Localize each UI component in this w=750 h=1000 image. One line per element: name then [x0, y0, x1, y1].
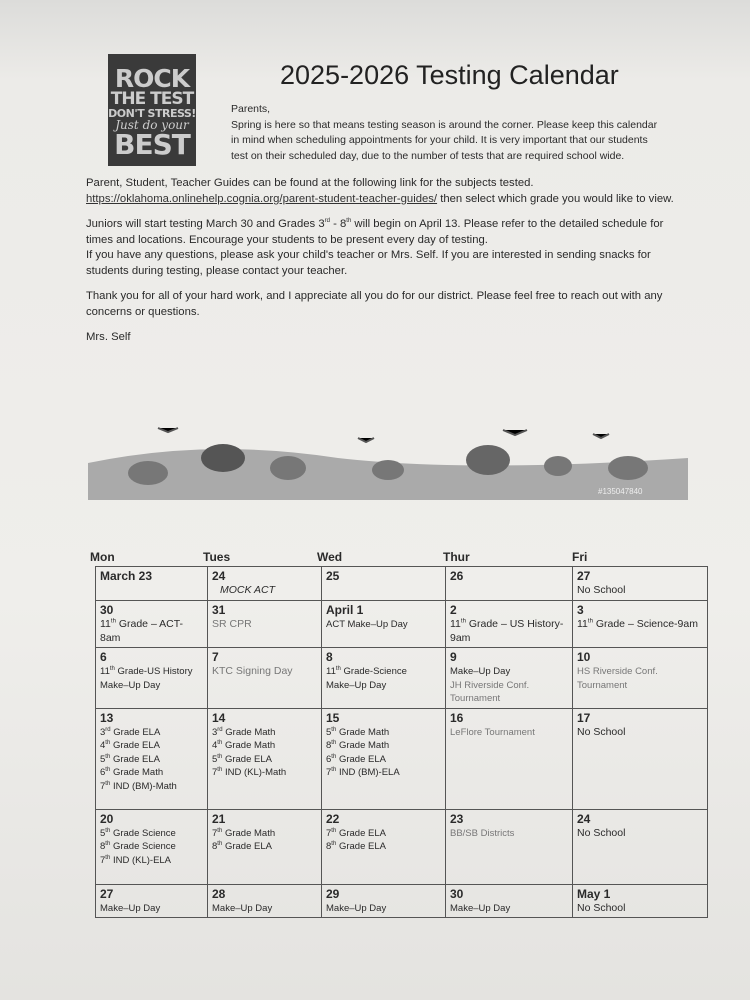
calendar-day [446, 809, 573, 884]
guides-paragraph [86, 176, 686, 207]
calendar-day [446, 708, 573, 809]
grade-number: 5 [326, 726, 332, 738]
event-text: Make–Up Day [212, 902, 273, 914]
event-text: IND (BM)-ELA [336, 767, 400, 778]
greeting: Parents, [231, 103, 271, 115]
event-text: Grade – ACT-8am [100, 618, 184, 644]
event-text: Grade ELA [110, 726, 161, 738]
ordinal-suffix: th [105, 827, 111, 834]
day-event [100, 753, 203, 767]
event-text: No School [577, 826, 626, 839]
day-number: 3 [577, 603, 584, 617]
day-number: 17 [577, 710, 591, 725]
calendar-day [446, 601, 573, 648]
calendar-day [446, 567, 573, 601]
event-text: Grade Math [222, 740, 276, 751]
calendar-day [573, 648, 708, 709]
calendar-day [322, 809, 446, 884]
day-number: 27 [577, 569, 591, 583]
ordinal-suffix: th [335, 665, 341, 672]
thanks-paragraph: Thank you for all of your hard work, and I appreciate all you do for our district. Please feel free to reach out with any concerns or questions. [86, 290, 663, 318]
event-text: Make–Up Day [450, 666, 511, 677]
day-number: 26 [450, 569, 464, 583]
day-event [450, 692, 568, 706]
event-text: Grade ELA [222, 841, 272, 852]
schedule-text-a: Juniors will start testing March 30 and Grades 3 [86, 218, 325, 230]
signature: Mrs. Self [86, 331, 131, 343]
day-event [100, 766, 203, 780]
day-header: Thur [443, 550, 470, 564]
ordinal-suffix: rd [105, 726, 111, 733]
day-event [212, 766, 317, 780]
day-event [212, 618, 317, 632]
ordinal-suffix: th [105, 840, 111, 847]
event-text: Make–Up Day [100, 902, 161, 914]
grade-number: 7 [100, 854, 106, 866]
event-text: Make–Up Day [326, 902, 387, 914]
day-event [326, 739, 441, 753]
calendar-day [96, 567, 208, 601]
guides-text-after: then select which grade you would like to view. [437, 192, 674, 205]
schedule-paragraph [86, 217, 686, 279]
testing-calendar [95, 566, 708, 918]
day-event [326, 665, 441, 679]
ordinal-suffix: th [217, 827, 223, 834]
day-event [450, 679, 568, 693]
banner-watermark: #135047840 [598, 487, 643, 496]
schedule-text-b: - 8 [329, 218, 347, 230]
ordinal-suffix: th [217, 753, 223, 760]
ordinal-suffix: rd [217, 726, 223, 733]
day-event [577, 827, 703, 841]
letter-body [86, 176, 686, 356]
ordinal-suffix: th [217, 739, 223, 746]
day-number: 30 [100, 603, 114, 617]
calendar-day [208, 567, 322, 601]
calendar-day [573, 884, 708, 918]
calendar-day [322, 884, 446, 918]
event-text: Grade ELA [222, 753, 272, 765]
ordinal-suffix: th [105, 780, 111, 787]
grade-number: 7 [326, 827, 332, 839]
ordinal-suffix: th [109, 665, 115, 672]
day-number: 22 [326, 811, 340, 826]
day-header: Fri [572, 550, 588, 564]
grade-number: 6 [326, 753, 332, 765]
day-event [326, 840, 441, 854]
day-event [212, 584, 317, 598]
event-text: LeFlore Tournament [450, 726, 535, 738]
event-text: Grade ELA [110, 753, 160, 765]
day-event [100, 827, 203, 841]
sup: rd [324, 218, 330, 225]
day-number: 24 [577, 811, 591, 826]
day-number: 13 [100, 710, 114, 725]
day-event [577, 679, 703, 693]
intro-text: Spring is here so that means testing season is around the corner. Please keep this calendar in mind when scheduling appointments for your child. It is very important that our students test on their scheduled day, due to the number of tests that are required school wide. [231, 118, 658, 162]
event-text: Grade Math [336, 726, 390, 738]
event-text: JH Riverside Conf. [450, 679, 530, 691]
day-event [100, 679, 203, 693]
calendar-day [322, 567, 446, 601]
grade-number: 7 [326, 767, 332, 778]
day-event [326, 902, 441, 916]
day-number: 25 [326, 569, 340, 583]
day-event [326, 679, 441, 693]
ordinal-suffix: th [110, 618, 116, 625]
event-text: SR CPR [212, 618, 252, 630]
day-number: 24 [212, 569, 226, 583]
day-event [577, 618, 703, 632]
day-number: 16 [450, 710, 464, 725]
schedule-text-c: will begin on April 13. Please refer to the detailed schedule for times and locations. Encourage your students to be present every day of testing. [86, 218, 664, 246]
day-number: March 23 [100, 569, 153, 583]
day-number: May 1 [577, 886, 611, 901]
event-text: IND (KL)-Math [222, 767, 287, 778]
intro [231, 102, 661, 164]
day-number: 2 [450, 603, 457, 617]
calendar-day [208, 884, 322, 918]
event-text: Grade Math [336, 740, 390, 751]
day-number: 15 [326, 710, 340, 725]
flower-banner-image [88, 418, 688, 500]
day-event [100, 665, 203, 679]
event-text: IND (KL)-ELA [110, 854, 172, 866]
day-number: 28 [212, 886, 226, 901]
calendar-day [322, 648, 446, 709]
event-text: Grade-US History [114, 666, 193, 677]
guides-link[interactable]: https://oklahoma.onlinehelp.cognia.org/parent-student-teacher-guides/ [86, 192, 438, 205]
calendar-day [208, 601, 322, 648]
event-text: Grade ELA [110, 740, 160, 751]
event-text: ACT Make–Up Day [326, 619, 408, 630]
calendar-day [96, 648, 208, 709]
event-text: KTC Signing Day [212, 665, 293, 677]
day-event [100, 854, 203, 868]
event-text: Tournament [450, 693, 501, 704]
calendar-day [96, 708, 208, 809]
grade-number: 11 [326, 666, 336, 677]
day-number: 10 [577, 650, 591, 664]
ordinal-suffix: th [105, 854, 111, 861]
day-number: 6 [100, 650, 107, 664]
day-event [577, 902, 703, 916]
event-text: Grade Math [222, 726, 276, 738]
day-event [212, 840, 317, 854]
day-event [577, 665, 703, 679]
day-event [450, 902, 568, 916]
day-event [450, 827, 568, 841]
ordinal-suffix: th [331, 827, 337, 834]
day-event [100, 726, 203, 740]
calendar-day [573, 567, 708, 601]
day-event [212, 726, 317, 740]
day-event [577, 726, 703, 740]
day-event [326, 827, 441, 841]
calendar-day [322, 601, 446, 648]
calendar-week [96, 648, 708, 709]
ordinal-suffix: th [105, 766, 111, 773]
day-event [326, 618, 441, 632]
event-text: Grade ELA [336, 841, 386, 852]
calendar-day [573, 809, 708, 884]
event-text: Grade Science [110, 827, 176, 839]
questions-text: If you have any questions, please ask your child's teacher or Mrs. Self. If you are interested in sending snacks for students during testing, please contact your teacher. [86, 249, 651, 277]
event-text: No School [577, 584, 626, 596]
day-event [212, 665, 317, 679]
day-number: 8 [326, 650, 333, 664]
grade-number: 5 [100, 827, 106, 839]
event-text: Grade Math [222, 827, 276, 839]
day-number: 14 [212, 710, 226, 725]
day-number: April 1 [326, 603, 364, 617]
grade-number: 5 [100, 753, 106, 765]
grade-number: 4 [212, 740, 218, 751]
grade-number: 6 [100, 767, 106, 778]
ordinal-suffix: th [105, 739, 111, 746]
grade-number: 8 [326, 740, 332, 751]
day-event [100, 739, 203, 753]
grade-number: 3 [100, 726, 106, 738]
grade-number: 7 [212, 827, 218, 839]
ordinal-suffix: th [460, 618, 466, 625]
grade-number: 11 [577, 618, 588, 630]
calendar-day [208, 809, 322, 884]
day-number: 9 [450, 650, 457, 664]
event-text: Grade ELA [336, 753, 386, 765]
calendar-week [96, 809, 708, 884]
calendar-week [96, 567, 708, 601]
guides-text: Parent, Student, Teacher Guides can be found at the following link for the subjects tested. [86, 177, 534, 189]
calendar-day [573, 601, 708, 648]
calendar-day [322, 708, 446, 809]
event-text: Grade-Science [340, 666, 407, 677]
ordinal-suffix: th [331, 753, 337, 760]
day-number: 20 [100, 811, 114, 826]
day-event [212, 827, 317, 841]
ordinal-suffix: th [105, 753, 111, 760]
event-text: Tournament [577, 679, 628, 691]
day-header: Wed [317, 550, 343, 564]
grade-number: 11 [100, 618, 111, 630]
grade-number: 7 [100, 780, 106, 792]
grade-number: 5 [212, 753, 218, 765]
event-text: BB/SB Districts [450, 827, 515, 839]
event-text: IND (BM)-Math [110, 780, 177, 792]
ordinal-suffix: th [331, 766, 337, 773]
grade-number: 7 [212, 767, 218, 778]
day-event [100, 840, 203, 854]
event-text: Make–Up Day [100, 679, 161, 691]
event-text: Grade ELA [336, 827, 386, 839]
day-number: 7 [212, 650, 219, 664]
grade-number: 4 [100, 740, 106, 751]
day-event [450, 665, 568, 679]
event-text: Make–Up Day [326, 679, 387, 691]
event-text: Grade – Science-9am [592, 618, 698, 630]
grade-number: 11 [450, 618, 461, 630]
page-title: 2025-2026 Testing Calendar [280, 60, 619, 90]
event-text: No School [577, 901, 626, 914]
day-event [100, 780, 203, 794]
day-number: 29 [326, 886, 340, 901]
event-text: Make–Up Day [450, 902, 511, 914]
ordinal-suffix: th [587, 618, 593, 625]
ordinal-suffix: th [331, 726, 337, 733]
day-number: 23 [450, 811, 464, 826]
event-text: Grade Science [110, 841, 176, 852]
calendar-day [446, 648, 573, 709]
day-event [212, 902, 317, 916]
rock-the-test-logo: ROCK THE TEST DON'T STRESS! Just do your BEST [108, 54, 196, 166]
event-text: Grade – US History-9am [450, 618, 564, 644]
event-text: MOCK ACT [220, 584, 276, 596]
sup: th [346, 218, 352, 225]
day-number: 30 [450, 886, 464, 901]
ordinal-suffix: th [217, 840, 223, 847]
event-text: HS Riverside Conf. [577, 666, 658, 677]
day-event [212, 739, 317, 753]
calendar-day [96, 884, 208, 918]
event-text: Grade Math [110, 767, 164, 778]
ordinal-suffix: th [331, 840, 337, 847]
day-number: 31 [212, 603, 226, 617]
calendar-week [96, 884, 708, 918]
day-event [450, 618, 568, 645]
calendar-day [96, 809, 208, 884]
day-number: 21 [212, 811, 226, 826]
grade-number: 11 [100, 666, 110, 677]
day-event [100, 618, 203, 645]
day-event [212, 753, 317, 767]
grade-number: 8 [326, 841, 332, 852]
day-event [450, 726, 568, 740]
calendar-week [96, 601, 708, 648]
day-event [326, 766, 441, 780]
calendar-day [208, 708, 322, 809]
grade-number: 8 [212, 841, 218, 852]
calendar-day [573, 708, 708, 809]
day-header: Mon [90, 550, 115, 564]
calendar-day [446, 884, 573, 918]
day-number: 27 [100, 886, 114, 901]
grade-number: 3 [212, 726, 218, 738]
calendar-week [96, 708, 708, 809]
day-event [326, 753, 441, 767]
grade-number: 8 [100, 841, 106, 852]
event-text: No School [577, 725, 626, 738]
calendar-day [96, 601, 208, 648]
day-event [326, 726, 441, 740]
day-event [577, 584, 703, 598]
calendar-day [208, 648, 322, 709]
ordinal-suffix: th [217, 766, 223, 773]
day-header: Tues [203, 550, 231, 564]
ordinal-suffix: th [331, 739, 337, 746]
day-event [100, 902, 203, 916]
